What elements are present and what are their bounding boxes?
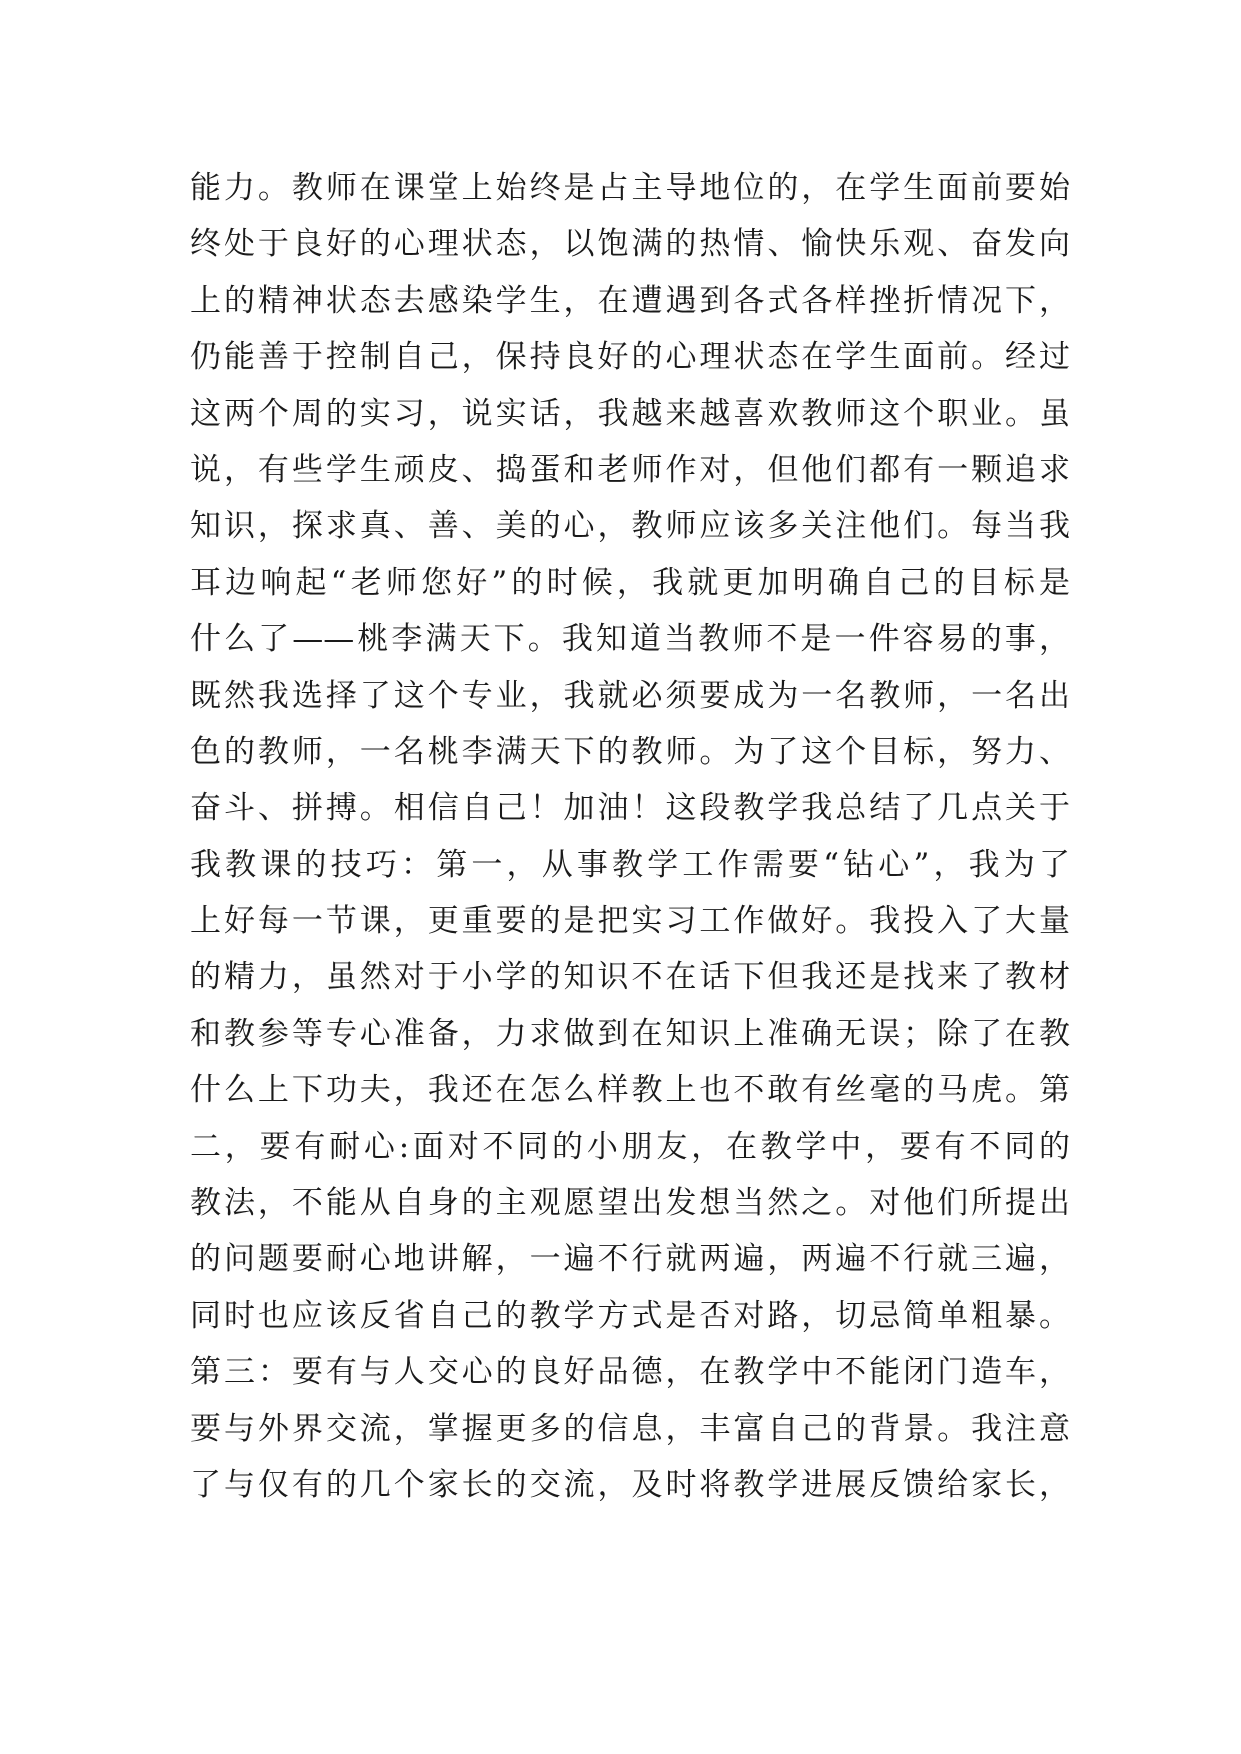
text-line: 耳边响起“老师您好”的时候，我就更加明确自己的目标是 (190, 564, 1070, 601)
text-line: 上的精神状态去感染学生，在遭遇到各式各样挫折情况下， (190, 282, 1070, 319)
text-line: 奋斗、拼搏。相信自己！加油！这段教学我总结了几点关于 (190, 790, 1070, 827)
text-line: 二，要有耐心:面对不同的小朋友，在教学中，要有不同的 (190, 1128, 1070, 1165)
text-line: 的问题要耐心地讲解，一遍不行就两遍，两遍不行就三遍， (190, 1241, 1070, 1278)
text-line: 要与外界交流，掌握更多的信息，丰富自己的背景。我注意 (190, 1410, 1070, 1447)
text-line: 什么上下功夫，我还在怎么样教上也不敢有丝毫的马虎。第 (190, 1072, 1070, 1109)
text-line: 我教课的技巧：第一，从事教学工作需要“钻心”，我为了 (190, 846, 1070, 883)
text-line: 同时也应该反省自己的教学方式是否对路，切忌简单粗暴。 (190, 1297, 1070, 1334)
text-line: 和教参等专心准备，力求做到在知识上准确无误；除了在教 (190, 1015, 1070, 1052)
text-line: 说，有些学生顽皮、捣蛋和老师作对，但他们都有一颗追求 (190, 451, 1070, 488)
text-line: 了与仅有的几个家长的交流，及时将教学进展反馈给家长， (190, 1466, 1070, 1503)
text-line: 第三：要有与人交心的良好品德，在教学中不能闭门造车， (190, 1354, 1070, 1391)
text-line: 色的教师，一名桃李满天下的教师。为了这个目标，努力、 (190, 733, 1070, 770)
text-line: 的精力，虽然对于小学的知识不在话下但我还是找来了教材 (190, 959, 1070, 996)
text-line: 能力。教师在课堂上始终是占主导地位的，在学生面前要始 (190, 170, 1070, 206)
text-line: 教法，不能从自身的主观愿望出发想当然之。对他们所提出 (190, 1185, 1070, 1222)
text-line: 终处于良好的心理状态，以饱满的热情、愉快乐观、奋发向 (190, 226, 1070, 263)
text-line: 仍能善于控制自己，保持良好的心理状态在学生面前。经过 (190, 339, 1070, 376)
text-line: 什么了——桃李满天下。我知道当教师不是一件容易的事， (190, 621, 1070, 658)
text-line: 知识，探求真、善、美的心，教师应该多关注他们。每当我 (190, 508, 1070, 545)
text-line: 既然我选择了这个专业，我就必须要成为一名教师，一名出 (190, 677, 1070, 714)
text-line: 这两个周的实习，说实话，我越来越喜欢教师这个职业。虽 (190, 395, 1070, 432)
body-paragraph (190, 160, 1070, 1513)
text-line: 上好每一节课，更重要的是把实习工作做好。我投入了大量 (190, 903, 1070, 940)
